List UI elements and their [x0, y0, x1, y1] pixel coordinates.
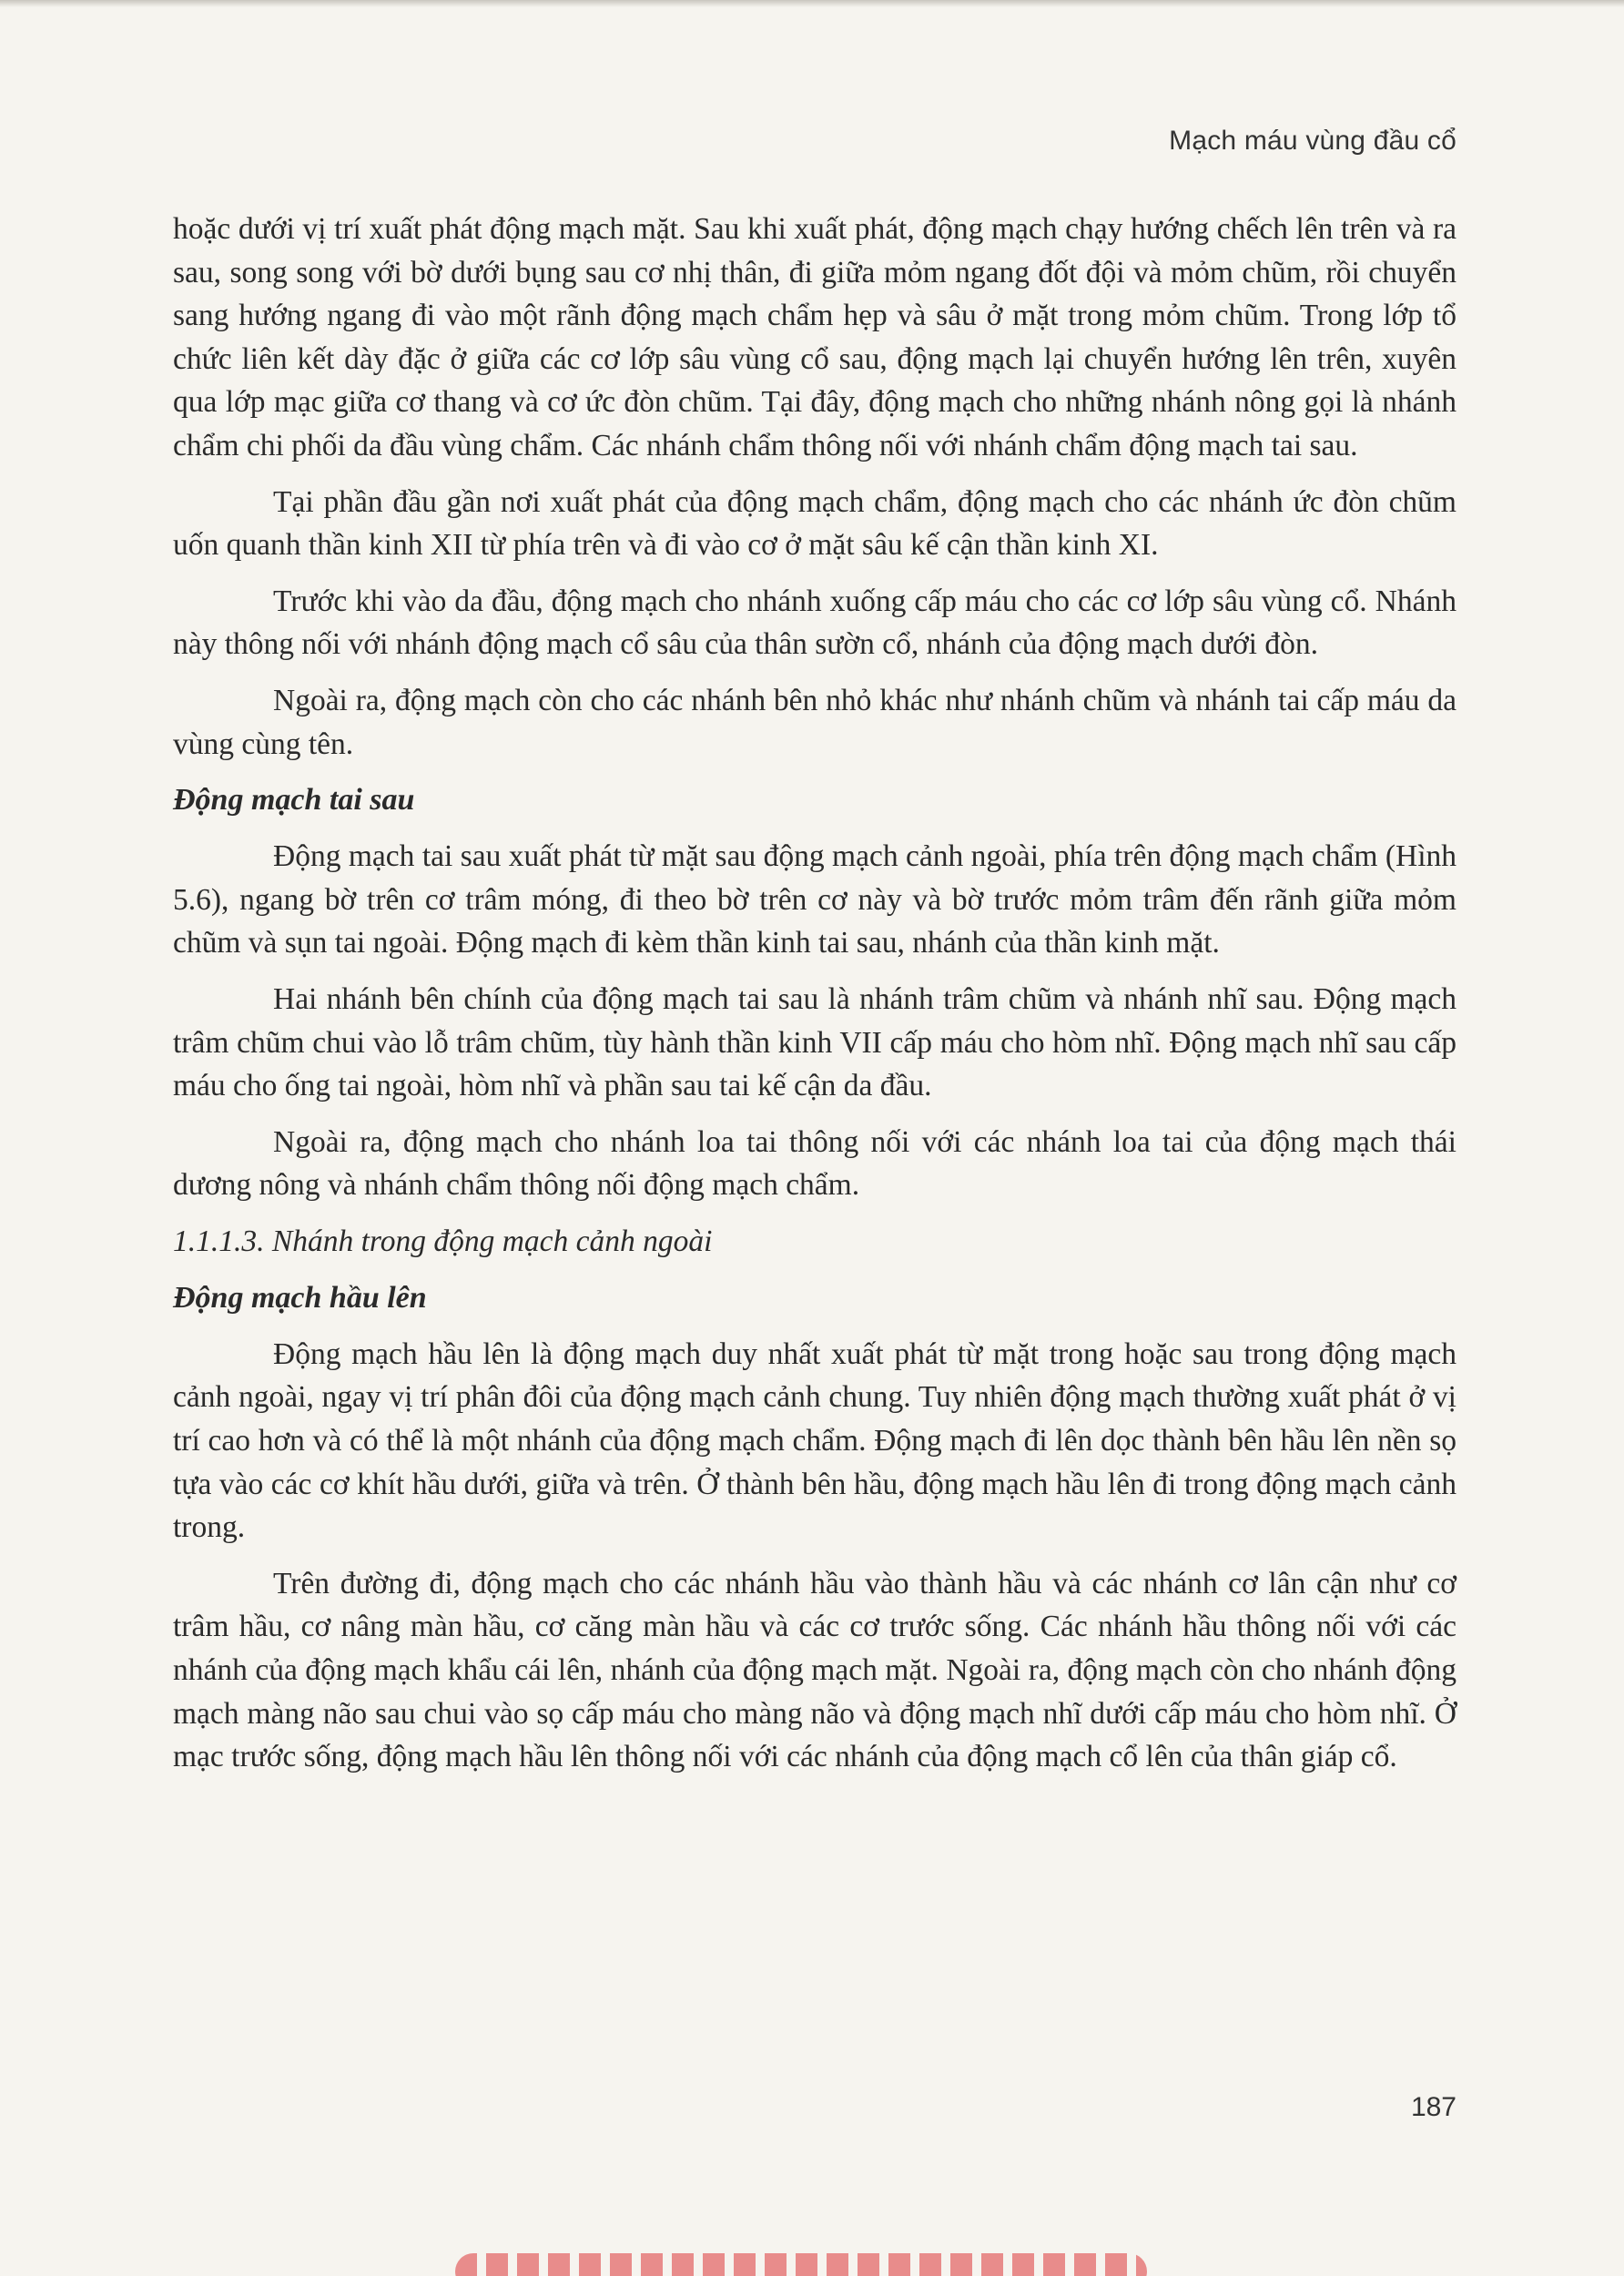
paragraph-1: hoặc dưới vị trí xuất phát động mạch mặt. Sau khi xuất phát, động mạch chạy hướng chếch lên trên và ra sau, song song với bờ dưới bụng sau cơ nhị thân, đi giữa mỏm ngang đốt đội và mỏm chũm, rồi chuyển sang hướng ngang đi vào một rãnh động mạch chẩm hẹp và sâu ở mặt trong mỏm chũm. Trong lớp tổ chức liên kết dày đặc ở giữa các cơ lớp sâu vùng cổ sau, động mạch lại chuyển hướng lên trên, xuyên qua lớp mạc giữa cơ thang và cơ ức đòn chũm. Tại đây, động mạch cho những nhánh nông gọi là nhánh chẩm chi phối da đầu vùng chẩm. Các nhánh chẩm thông nối với nhánh chẩm động mạch tai sau.: [173, 212, 1457, 462]
watermark-stamp: [455, 2235, 1183, 2276]
paragraph-7: Ngoài ra, động mạch cho nhánh loa tai thông nối với các nhánh loa tai của động mạch thái dương nông và nhánh chẩm thông nối động mạch chẩm.: [173, 1124, 1457, 1203]
paragraph-9: Trên đường đi, động mạch cho các nhánh hầu vào thành hầu và các nhánh cơ lân cận như cơ trâm hầu, cơ nâng màn hầu, cơ căng màn hầu và các cơ trước sống. Các nhánh hầu thông nối với các nhánh của động mạch khẩu cái lên, nhánh của động mạch mặt. Ngoài ra, động mạch còn cho nhánh động mạch màng não sau chui vào sọ cấp máu cho màng não và động mạch nhĩ dưới cấp máu cho hòm nhĩ. Ở mạc trước sống, động mạch hầu lên thông nối với các nhánh của động mạch cổ lên của thân giáp cổ.: [173, 1566, 1457, 1774]
heading-posterior-auricular-artery: Động mạch tai sau: [173, 783, 415, 818]
running-header: Mạch máu vùng đầu cổ: [1169, 126, 1457, 156]
watermark-shape: [455, 2253, 1147, 2276]
paragraph-8: Động mạch hầu lên là động mạch duy nhất xuất phát từ mặt trong hoặc sau trong động mạch cảnh ngoài, ngay vị trí phân đôi của động mạch cảnh chung. Tuy nhiên động mạch thường xuất phát ở vị trí cao hơn và có thể là một nhánh của động mạch chẩm. Động mạch đi lên dọc thành bên hầu lên nền sọ tựa vào các cơ khít hầu dưới, giữa và trên. Ở thành bên hầu, động mạch hầu lên đi trong động mạch cảnh trong.: [173, 1336, 1457, 1545]
page-top-edge: [0, 0, 1624, 7]
page-number: 187: [1410, 2092, 1457, 2122]
body-text: [173, 208, 1457, 1792]
paragraph-6: Hai nhánh bên chính của động mạch tai sau là nhánh trâm chũm và nhánh nhĩ sau. Động mạch trâm chũm chui vào lỗ trâm chũm, tùy hành thần kinh VII cấp máu cho hòm nhĩ. Động mạch nhĩ sau cấp máu cho ống tai ngoài, hòm nhĩ và phần sau tai kế cận da đầu.: [173, 981, 1457, 1103]
paragraph-2: Tại phần đầu gần nơi xuất phát của động mạch chẩm, động mạch cho các nhánh ức đòn chũm uốn quanh thần kinh XII từ phía trên và đi vào cơ ở mặt sâu kế cận thần kinh XI.: [173, 484, 1457, 563]
paragraph-4: Ngoài ra, động mạch còn cho các nhánh bên nhỏ khác như nhánh chũm và nhánh tai cấp máu da vùng cùng tên.: [173, 683, 1457, 761]
section-heading-1-1-1-3: 1.1.1.3. Nhánh trong động mạch cảnh ngoài: [173, 1224, 713, 1258]
heading-ascending-pharyngeal-artery: Động mạch hầu lên: [173, 1280, 427, 1315]
paragraph-5: Động mạch tai sau xuất phát từ mặt sau động mạch cảnh ngoài, phía trên động mạch chẩm (Hình 5.6), ngang bờ trên cơ trâm móng, đi theo bờ trên cơ này và bờ trước mỏm trâm đến rãnh giữa mỏm chũm và sụn tai ngoài. Động mạch đi kèm thần kinh tai sau, nhánh của thần kinh mặt.: [173, 839, 1457, 960]
paragraph-3: Trước khi vào da đầu, động mạch cho nhánh xuống cấp máu cho các cơ lớp sâu vùng cổ. Nhánh này thông nối với nhánh động mạch cổ sâu của thân sườn cổ, nhánh của động mạch dưới đòn.: [173, 584, 1457, 662]
